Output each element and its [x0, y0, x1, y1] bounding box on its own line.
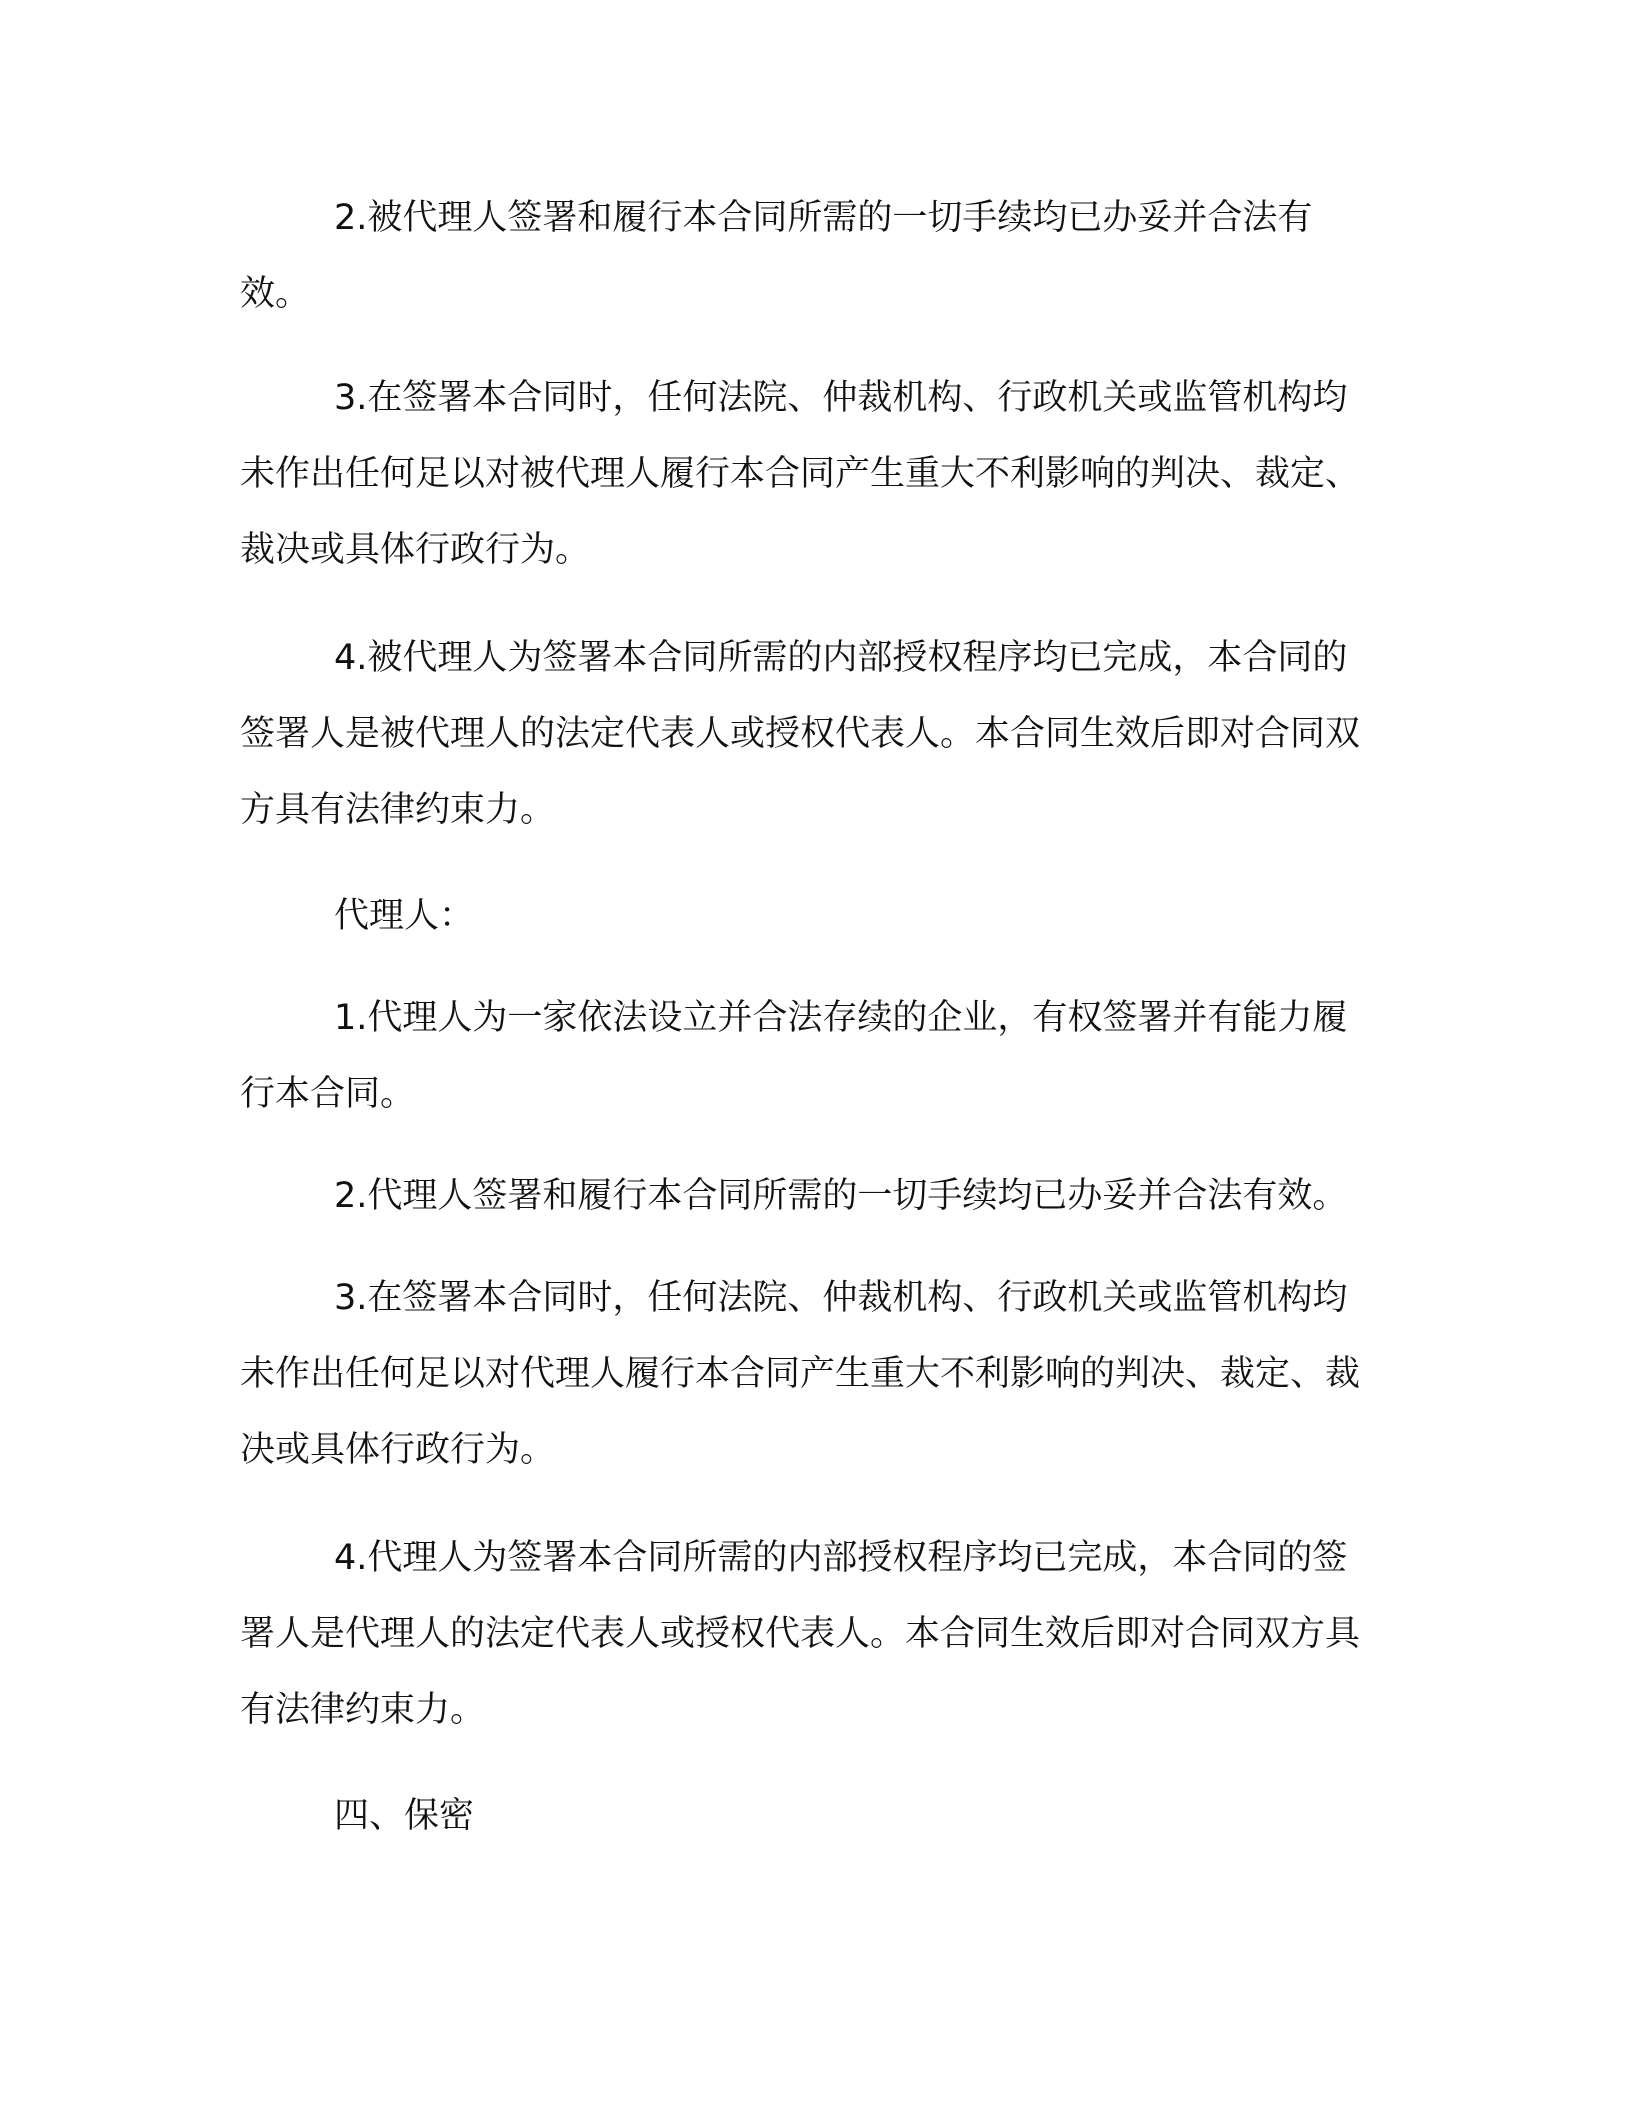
- paragraph-agent-no-adverse-ruling: 3.在签署本合同时，任何法院、仲裁机构、行政机关或监管机构均未作出任何足以对代理人履行本合同产生重大不利影响的判决、裁定、裁决或具体行政行为。: [240, 1278, 1361, 1470]
- paragraph-agent-authorization: 4.代理人为签署本合同所需的内部授权程序均已完成，本合同的签署人是代理人的法定代表人或授权代表人。本合同生效后即对合同双方具有法律约束力。: [240, 1538, 1361, 1730]
- paragraph-principal-authorization: 4.被代理人为签署本合同所需的内部授权程序均已完成，本合同的签署人是被代理人的法定代表人或授权代表人。本合同生效后即对合同双方具有法律约束力。: [240, 638, 1361, 830]
- paragraph-agent-established: 1.代理人为一家依法设立并合法存续的企业，有权签署并有能力履行本合同。: [240, 998, 1348, 1114]
- paragraph-principal-procedures: 2.被代理人签署和履行本合同所需的一切手续均已办妥并合法有效。: [240, 198, 1313, 314]
- paragraph-agent-procedures: 2.代理人签署和履行本合同所需的一切手续均已办妥并合法有效。: [334, 1176, 1348, 1216]
- paragraph-principal-no-adverse-ruling: 3.在签署本合同时，任何法院、仲裁机构、行政机关或监管机构均未作出任何足以对被代理人履行本合同产生重大不利影响的判决、裁定、裁决或具体行政行为。: [240, 378, 1361, 570]
- section-heading-confidentiality: 四、保密: [334, 1796, 475, 1836]
- section-label-agent: 代理人：: [334, 896, 475, 936]
